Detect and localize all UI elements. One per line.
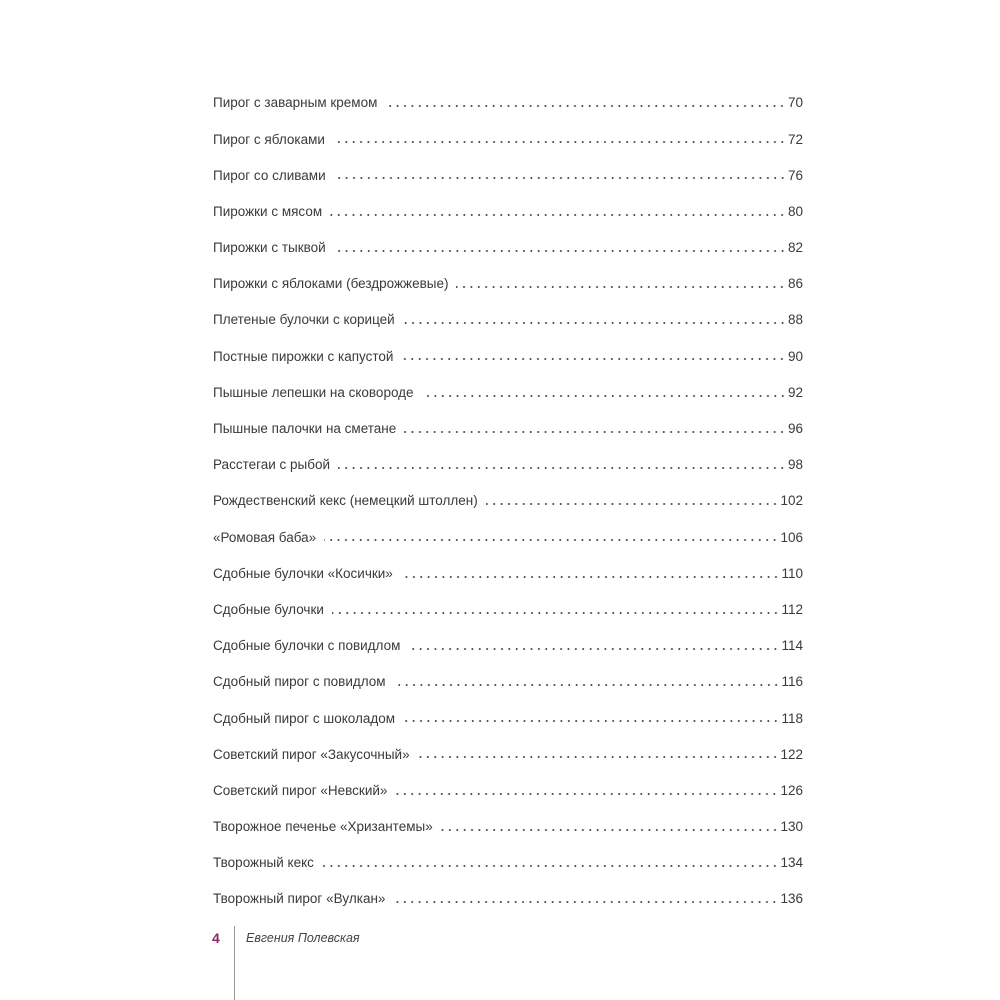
toc-entry-page: 106: [780, 529, 803, 545]
toc-entry-title: «Ромовая баба»: [213, 529, 317, 545]
toc-entry-page: 112: [781, 601, 803, 617]
dot-leader: [456, 286, 786, 288]
toc-entry[interactable]: [213, 736, 803, 772]
toc-entry-title: Пирожки с тыквой: [213, 240, 326, 256]
toc-entry-title: Пирог с заварным кремом: [213, 95, 378, 111]
toc-entry-page: 122: [780, 746, 803, 762]
toc-entry-title: Сдобные булочки «Косички»: [213, 565, 393, 581]
toc-entry-page: 92: [787, 384, 803, 400]
toc-entry-page: 116: [781, 674, 803, 690]
toc-entry-title: Пышные лепешки на сковороде: [213, 384, 414, 400]
dot-leader: [403, 322, 786, 324]
toc-entry-page: 114: [781, 638, 803, 654]
dot-leader: [324, 539, 778, 541]
toc-entry-page: 80: [787, 203, 803, 219]
toc-entry[interactable]: [213, 230, 803, 266]
toc-entry-page: 126: [780, 782, 803, 798]
dot-leader: [332, 612, 780, 614]
toc-entry-title: Расстегаи с рыбой: [213, 457, 331, 473]
dot-leader: [441, 829, 779, 831]
toc-entry[interactable]: [213, 85, 803, 121]
author-name: Евгения Полевская: [246, 931, 360, 945]
toc-entry-title: Творожный кекс: [213, 855, 314, 871]
dot-leader: [394, 684, 780, 686]
toc-entry-title: Рождественский кекс (немецкий штоллен): [213, 493, 478, 509]
toc-entry[interactable]: [213, 266, 803, 302]
toc-entry-title: Пышные палочки на сметане: [213, 421, 397, 437]
toc-entry-title: Сдобные булочки: [213, 601, 324, 617]
dot-leader: [334, 250, 786, 252]
toc-entry-title: Пирожки с яблоками (бездрожжевые): [213, 276, 449, 292]
dot-leader: [401, 576, 780, 578]
toc-entry[interactable]: [213, 592, 803, 628]
toc-entry-title: Пирог с яблоками: [213, 131, 325, 147]
toc-entry-title: Сдобный пирог с шоколадом: [213, 710, 396, 726]
toc-entry-title: Постные пирожки с капустой: [213, 348, 394, 364]
dot-leader: [333, 141, 786, 143]
dot-leader: [385, 105, 786, 107]
toc-entry[interactable]: [213, 375, 803, 411]
dot-leader: [393, 901, 778, 903]
page-number: 4: [212, 930, 220, 946]
toc-entry[interactable]: [213, 157, 803, 193]
toc-entry-page: 96: [787, 421, 803, 437]
toc-entry-page: 70: [787, 95, 803, 111]
toc-entry[interactable]: [213, 628, 803, 664]
toc-entry[interactable]: [213, 302, 803, 338]
dot-leader: [395, 793, 778, 795]
toc-entry[interactable]: [213, 664, 803, 700]
toc-entry[interactable]: [213, 483, 803, 519]
dot-leader: [404, 431, 786, 433]
dot-leader: [401, 358, 786, 360]
toc-entry[interactable]: [213, 519, 803, 555]
toc-entry[interactable]: [213, 411, 803, 447]
toc-entry-page: 118: [781, 710, 803, 726]
toc-entry-title: Плетеные булочки с корицей: [213, 312, 395, 328]
toc-entry-page: 76: [787, 167, 803, 183]
toc-entry[interactable]: [213, 555, 803, 591]
toc-entry-title: Сдобный пирог с повидлом: [213, 674, 386, 690]
toc-entry[interactable]: [213, 194, 803, 230]
toc-entry-title: Пирог со сливами: [213, 167, 326, 183]
toc-entry[interactable]: [213, 447, 803, 483]
toc-entry[interactable]: [213, 845, 803, 881]
dot-leader: [334, 177, 786, 179]
toc-entry-title: Творожный пирог «Вулкан»: [213, 891, 386, 907]
toc-entry-title: Советский пирог «Невский»: [213, 782, 388, 798]
toc-entry-page: 110: [781, 565, 803, 581]
dot-leader: [408, 648, 779, 650]
footer-divider: [234, 926, 235, 1000]
table-of-contents: [213, 85, 803, 917]
dot-leader: [422, 395, 786, 397]
toc-entry-title: Творожное печенье «Хризантемы»: [213, 819, 433, 835]
toc-entry-page: 130: [780, 819, 803, 835]
toc-entry-title: Сдобные булочки с повидлом: [213, 638, 401, 654]
toc-entry-page: 86: [787, 276, 803, 292]
toc-entry[interactable]: [213, 773, 803, 809]
toc-entry-page: 134: [780, 855, 803, 871]
toc-entry-page: 90: [787, 348, 803, 364]
toc-entry-page: 102: [780, 493, 803, 509]
toc-entry[interactable]: [213, 881, 803, 917]
toc-entry-title: Пирожки с мясом: [213, 203, 323, 219]
toc-entry[interactable]: [213, 121, 803, 157]
toc-entry-page: 136: [780, 891, 803, 907]
dot-leader: [403, 720, 779, 722]
toc-entry-page: 72: [787, 131, 803, 147]
dot-leader: [338, 467, 786, 469]
toc-entry-page: 98: [787, 457, 803, 473]
toc-entry-page: 82: [787, 240, 803, 256]
toc-entry[interactable]: [213, 338, 803, 374]
toc-entry[interactable]: [213, 700, 803, 736]
dot-leader: [486, 503, 779, 505]
toc-entry[interactable]: [213, 809, 803, 845]
toc-entry-title: Советский пирог «Закусочный»: [213, 746, 410, 762]
dot-leader: [330, 214, 786, 216]
toc-entry-page: 88: [787, 312, 803, 328]
dot-leader: [322, 865, 779, 867]
dot-leader: [418, 756, 779, 758]
